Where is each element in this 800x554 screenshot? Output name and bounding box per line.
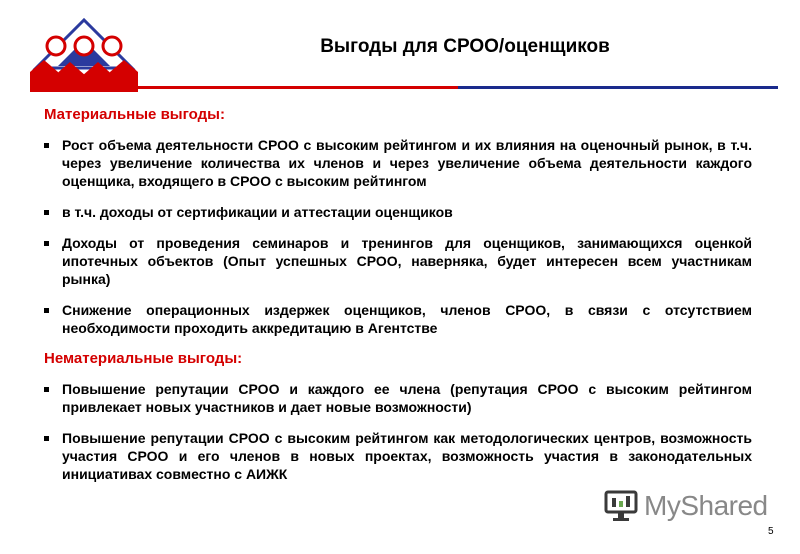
- list-item-text: Рост объема деятельности СРОО с высоким рейтингом и их влияния на оценочный рынок, в т.ч. через увеличение количества их членов и через увеличение объема деятельности каждого оценщика, входящего в СРОО с высоким рейтингом: [62, 137, 752, 189]
- myshared-watermark: [604, 487, 768, 525]
- bullet-icon: [44, 241, 49, 246]
- bullet-icon: [44, 210, 49, 215]
- page-number: 5: [768, 526, 774, 537]
- list-item: [44, 234, 752, 288]
- list-item: [44, 380, 752, 416]
- list-item: [44, 203, 752, 221]
- bullet-icon: [44, 387, 49, 392]
- list-item: [44, 136, 752, 190]
- list-item-text: Повышение репутации СРОО с высоким рейтингом как методологических центров, возможность участия СРОО и его членов в новых проектах, возможность участия в законодательных инициативах совместно с АИЖК: [62, 430, 752, 482]
- list-item-text: Повышение репутации СРОО и каждого ее члена (репутация СРОО с высоким рейтингом привлекает новых участников и дает новые возможности): [62, 381, 752, 415]
- bullet-icon: [44, 436, 49, 441]
- section-heading-nonmaterial: Нематериальные выгоды:: [44, 350, 243, 367]
- organization-logo-icon: [28, 16, 140, 94]
- page-title: Выгоды для СРОО/оценщиков: [320, 36, 610, 57]
- header-rule-blue: [458, 86, 778, 89]
- list-item-text: в т.ч. доходы от сертификации и аттестации оценщиков: [62, 204, 453, 220]
- material-benefits-list: [44, 136, 752, 337]
- list-item: [44, 429, 752, 483]
- bullet-icon: [44, 308, 49, 313]
- list-item: [44, 301, 752, 337]
- header-rule-red: [128, 86, 458, 89]
- nonmaterial-benefits-list: [44, 380, 752, 483]
- section-heading-material: Материальные выгоды:: [44, 106, 225, 123]
- myshared-logo-icon: [604, 489, 638, 523]
- list-item-text: Снижение операционных издержек оценщиков, членов СРОО, в связи с отсутствием необходимости проходить аккредитацию в Агентстве: [62, 302, 752, 336]
- brand-name: MyShared: [644, 490, 768, 521]
- list-item-text: Доходы от проведения семинаров и тренингов для оценщиков, занимающихся оценкой ипотечных объектов (Опыт успешных СРОО, наверняка, будет интересен всем участникам рынка): [62, 235, 752, 287]
- bullet-icon: [44, 143, 49, 148]
- content-area: [44, 106, 752, 496]
